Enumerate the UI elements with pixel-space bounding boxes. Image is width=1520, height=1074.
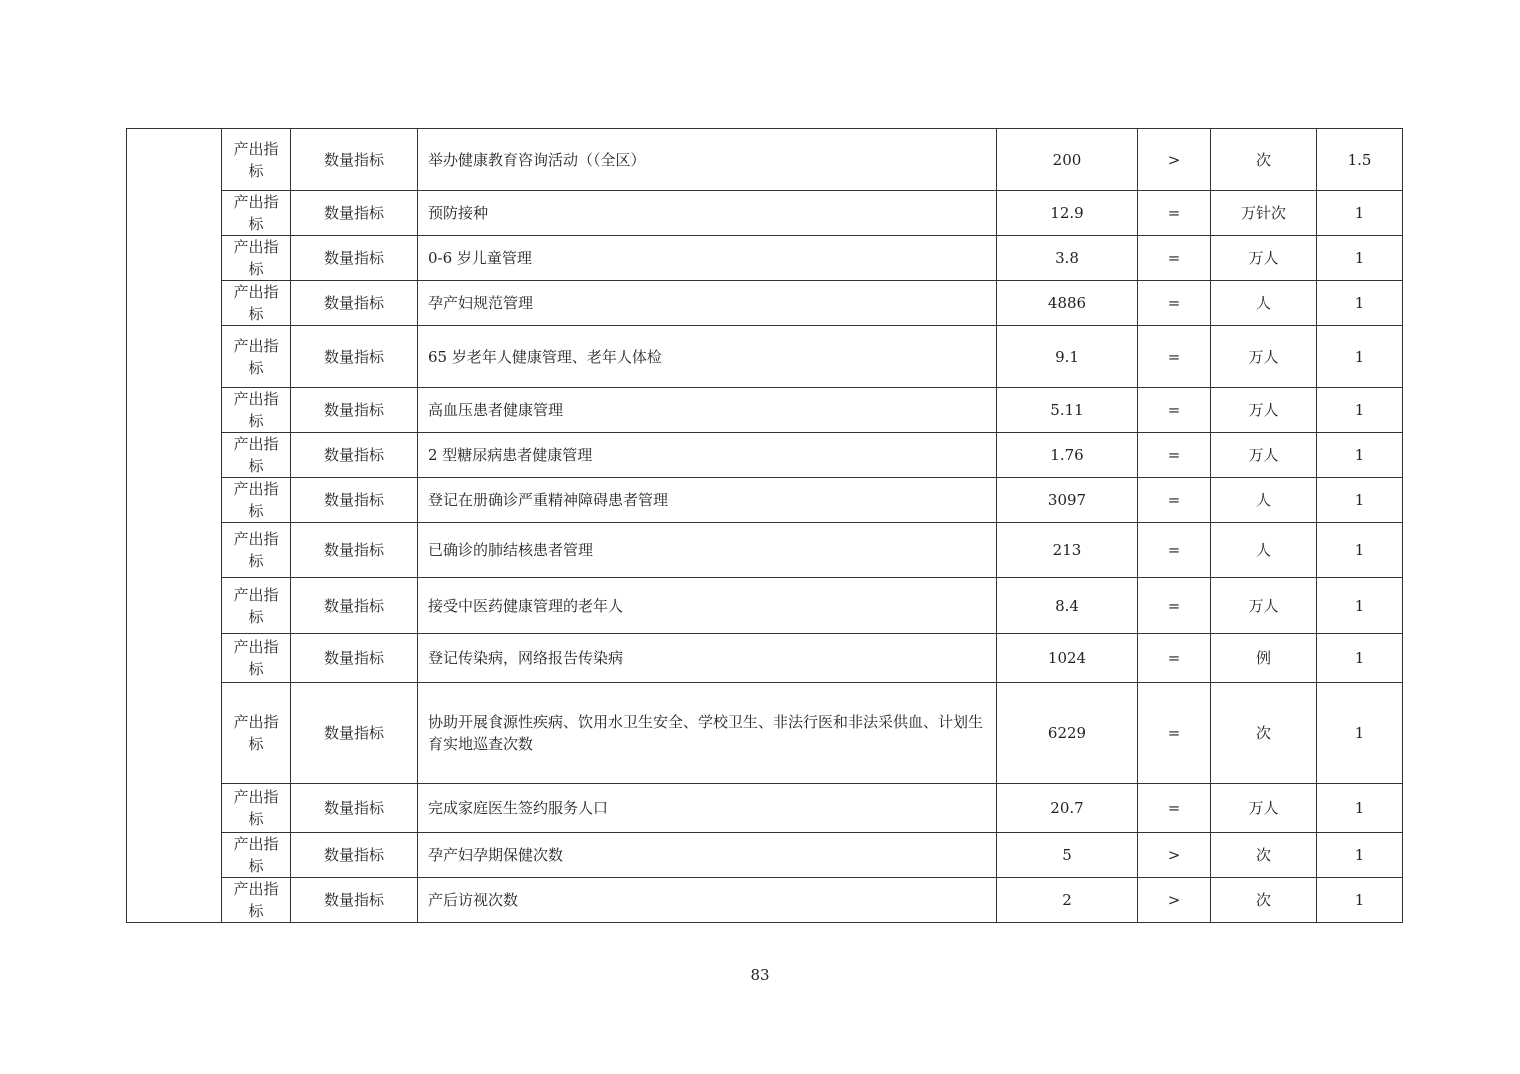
level2-cell: 数量指标 — [291, 281, 418, 326]
level2-cell: 数量指标 — [291, 523, 418, 578]
unit-cell: 万人 — [1211, 326, 1317, 388]
unit-cell: 次 — [1211, 683, 1317, 784]
unit-cell: 万人 — [1211, 784, 1317, 833]
unit-cell: 人 — [1211, 281, 1317, 326]
operator-cell: = — [1138, 191, 1211, 236]
weight-cell: 1 — [1317, 433, 1403, 478]
operator-cell: = — [1138, 326, 1211, 388]
level2-cell: 数量指标 — [291, 191, 418, 236]
value-cell: 5 — [997, 833, 1138, 878]
table-row — [127, 784, 1403, 833]
level2-cell: 数量指标 — [291, 878, 418, 923]
weight-cell: 1 — [1317, 236, 1403, 281]
indicator-cell: 2 型糖尿病患者健康管理 — [418, 433, 997, 478]
value-cell: 2 — [997, 878, 1138, 923]
table-row — [127, 833, 1403, 878]
weight-cell: 1 — [1317, 578, 1403, 634]
table-row — [127, 388, 1403, 433]
level1-cell: 产出指标 — [222, 326, 291, 388]
value-cell: 6229 — [997, 683, 1138, 784]
weight-cell: 1 — [1317, 683, 1403, 784]
table-row — [127, 236, 1403, 281]
value-cell: 3097 — [997, 478, 1138, 523]
value-cell: 200 — [997, 129, 1138, 191]
table-row — [127, 191, 1403, 236]
weight-cell: 1 — [1317, 833, 1403, 878]
indicator-cell: 完成家庭医生签约服务人口 — [418, 784, 997, 833]
indicator-cell: 接受中医药健康管理的老年人 — [418, 578, 997, 634]
level1-cell: 产出指标 — [222, 388, 291, 433]
indicator-cell: 举办健康教育咨询活动（（全区） — [418, 129, 997, 191]
level2-cell: 数量指标 — [291, 478, 418, 523]
value-cell: 4886 — [997, 281, 1138, 326]
operator-cell: = — [1138, 478, 1211, 523]
level2-cell: 数量指标 — [291, 388, 418, 433]
level1-cell: 产出指标 — [222, 236, 291, 281]
indicator-cell: 0-6 岁儿童管理 — [418, 236, 997, 281]
level2-cell: 数量指标 — [291, 433, 418, 478]
weight-cell: 1 — [1317, 191, 1403, 236]
indicator-cell: 产后访视次数 — [418, 878, 997, 923]
weight-cell: 1 — [1317, 388, 1403, 433]
level1-cell: 产出指标 — [222, 523, 291, 578]
operator-cell: > — [1138, 878, 1211, 923]
operator-cell: = — [1138, 683, 1211, 784]
level1-cell: 产出指标 — [222, 578, 291, 634]
operator-cell: > — [1138, 833, 1211, 878]
table-body — [127, 129, 1403, 923]
weight-cell: 1 — [1317, 784, 1403, 833]
level2-cell: 数量指标 — [291, 129, 418, 191]
level2-cell: 数量指标 — [291, 784, 418, 833]
unit-cell: 万人 — [1211, 433, 1317, 478]
level2-cell: 数量指标 — [291, 833, 418, 878]
operator-cell: = — [1138, 578, 1211, 634]
level2-cell: 数量指标 — [291, 236, 418, 281]
table-row — [127, 683, 1403, 784]
value-cell: 1024 — [997, 634, 1138, 683]
operator-cell: = — [1138, 388, 1211, 433]
level1-cell: 产出指标 — [222, 433, 291, 478]
level1-cell: 产出指标 — [222, 281, 291, 326]
value-cell: 20.7 — [997, 784, 1138, 833]
level2-cell: 数量指标 — [291, 326, 418, 388]
weight-cell: 1 — [1317, 523, 1403, 578]
unit-cell: 次 — [1211, 833, 1317, 878]
weight-cell: 1 — [1317, 478, 1403, 523]
weight-cell: 1 — [1317, 326, 1403, 388]
value-cell: 1.76 — [997, 433, 1138, 478]
indicator-cell: 登记传染病，网络报告传染病 — [418, 634, 997, 683]
indicator-cell: 预防接种 — [418, 191, 997, 236]
level2-cell: 数量指标 — [291, 634, 418, 683]
operator-cell: = — [1138, 433, 1211, 478]
indicator-cell: 孕产妇规范管理 — [418, 281, 997, 326]
unit-cell: 次 — [1211, 129, 1317, 191]
value-cell: 8.4 — [997, 578, 1138, 634]
level1-cell: 产出指标 — [222, 878, 291, 923]
unit-cell: 次 — [1211, 878, 1317, 923]
table-row — [127, 523, 1403, 578]
value-cell: 5.11 — [997, 388, 1138, 433]
indicator-cell: 已确诊的肺结核患者管理 — [418, 523, 997, 578]
unit-cell: 万人 — [1211, 388, 1317, 433]
level1-cell: 产出指标 — [222, 784, 291, 833]
operator-cell: = — [1138, 634, 1211, 683]
unit-cell: 万人 — [1211, 236, 1317, 281]
value-cell: 213 — [997, 523, 1138, 578]
table-row — [127, 634, 1403, 683]
operator-cell: = — [1138, 281, 1211, 326]
unit-cell: 人 — [1211, 478, 1317, 523]
indicator-cell: 高血压患者健康管理 — [418, 388, 997, 433]
indicator-cell: 协助开展食源性疾病、饮用水卫生安全、学校卫生、非法行医和非法采供血、计划生育实地巡查次数 — [418, 683, 997, 784]
weight-cell: 1 — [1317, 878, 1403, 923]
value-cell: 3.8 — [997, 236, 1138, 281]
merged-category-cell — [127, 129, 222, 923]
value-cell: 12.9 — [997, 191, 1138, 236]
performance-indicator-table — [126, 128, 1403, 923]
operator-cell: = — [1138, 523, 1211, 578]
level1-cell: 产出指标 — [222, 833, 291, 878]
level2-cell: 数量指标 — [291, 683, 418, 784]
level2-cell: 数量指标 — [291, 578, 418, 634]
table-row — [127, 578, 1403, 634]
table-row — [127, 326, 1403, 388]
indicator-cell: 65 岁老年人健康管理、老年人体检 — [418, 326, 997, 388]
level1-cell: 产出指标 — [222, 191, 291, 236]
table-row — [127, 478, 1403, 523]
weight-cell: 1 — [1317, 634, 1403, 683]
weight-cell: 1 — [1317, 281, 1403, 326]
table-row — [127, 129, 1403, 191]
level1-cell: 产出指标 — [222, 129, 291, 191]
operator-cell: = — [1138, 784, 1211, 833]
operator-cell: = — [1138, 236, 1211, 281]
value-cell: 9.1 — [997, 326, 1138, 388]
operator-cell: > — [1138, 129, 1211, 191]
unit-cell: 万人 — [1211, 578, 1317, 634]
level1-cell: 产出指标 — [222, 478, 291, 523]
table-row — [127, 281, 1403, 326]
weight-cell: 1.5 — [1317, 129, 1403, 191]
level1-cell: 产出指标 — [222, 634, 291, 683]
indicator-cell: 孕产妇孕期保健次数 — [418, 833, 997, 878]
level1-cell: 产出指标 — [222, 683, 291, 784]
table-row — [127, 433, 1403, 478]
unit-cell: 人 — [1211, 523, 1317, 578]
indicator-cell: 登记在册确诊严重精神障碍患者管理 — [418, 478, 997, 523]
page-number: 83 — [750, 966, 770, 984]
unit-cell: 例 — [1211, 634, 1317, 683]
table-row — [127, 878, 1403, 923]
unit-cell: 万针次 — [1211, 191, 1317, 236]
